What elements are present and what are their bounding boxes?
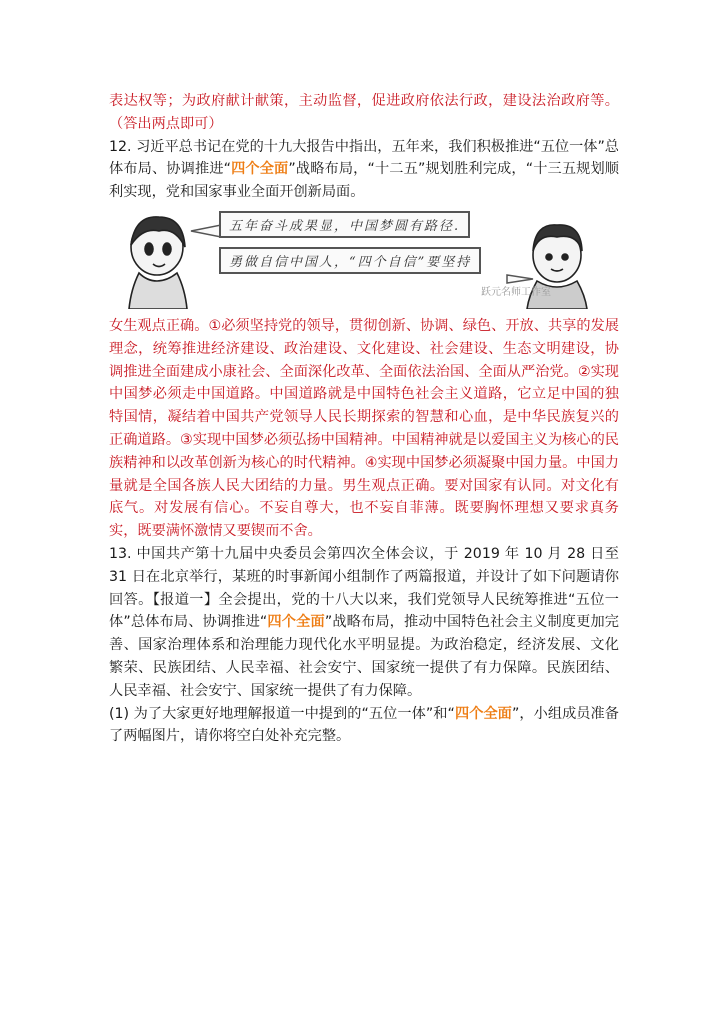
question-13-1 (109, 703, 619, 749)
q13-1-highlight: 四个全面 (454, 705, 512, 722)
q12-text-1: 12. 习近平总书记在党的十九大报告中指出，五年来，我们积极推进“五位一体”总体布局、协调推进“ (109, 138, 619, 178)
question-12 (109, 136, 619, 204)
girl-figure (129, 217, 187, 309)
document-page (109, 90, 619, 748)
question-13 (109, 543, 619, 703)
q13-text-2: ”战略布局，推动中国特色社会主义制度更加完善、国家治理体系和治理能力现代化水平明显提。为政治稳定，经济发展、文化繁荣、民族团结、人民幸福、社会安宁、国家统一提供了有力保障。民族团结、人民幸福、社会安宁、国家统一提供了有力保障。 (109, 614, 619, 699)
q12-text-2: ”战略布局，“十二五”规划胜利完成，“十三五规划顺利实现，党和国家事业全面开创新局面。 (109, 161, 619, 201)
q12-highlight: 四个全面 (230, 161, 289, 178)
cartoon-illustration (109, 209, 619, 309)
intro-answer: 表达权等；为政府献计献策，主动监督，促进政府依法行政，建设法治政府等。（答出两点即可） (109, 93, 619, 132)
q13-1-text-1: (1) 为了大家更好地理解报道一中提到的“五位一体”和“ (109, 705, 455, 722)
speech-bubble-girl: 五年奋斗成果显，中国梦圆有路径. (219, 211, 470, 238)
q13-highlight: 四个全面 (267, 614, 325, 631)
speech-bubble-boy: 勇做自信中国人，“四个自信”要坚持 (219, 247, 481, 274)
watermark: 跃元名师工作室 (481, 286, 551, 298)
q13-text-1: 13. 中国共产第十九届中央委员会第四次全体会议，于 2019 年 10 月 28 日至 31 日在北京举行，某班的时事新闻小组制作了两篇报道，并设计了如下问题请你回答。【报道一】全会提出，党的十八大以来，我们党领导人民统筹推进“五位一体”总体布局、协调推进“ (109, 545, 619, 631)
question-12-answer: 女生观点正确。①必须坚持党的领导，贯彻创新、协调、绿色、开放、共享的发展理念，统筹推进经济建设、政治建设、文化建设、社会建设、生态文明建设，协调推进全面建成小康社会、全面深化改革、全面依法治国、全面从严治党。②实现中国梦必须走中国道路。中国道路就是中国特色社会主义道路，它立足中国的独特国情，凝结着中国共产党领导人民长期探索的智慧和心血，是中华民族复兴的正确道路。③实现中国梦必须弘扬中国精神。中国精神就是以爱国主义为核心的民族精神和以改革创新为核心的时代精神。④实现中国梦必须凝聚中国力量。中国力量就是全国各族人民大团结的力量。男生观点正确。要对国家有认同。对文化有底气。对发展有信心。不妄自尊大，也不妄自菲薄。既要胸怀理想又要求真务实，既要满怀激情又要锲而不舍。 (109, 317, 619, 540)
q13-1-text-2: ”，小组成员准备了两幅图片，请你将空白处补充完整。 (109, 705, 619, 745)
